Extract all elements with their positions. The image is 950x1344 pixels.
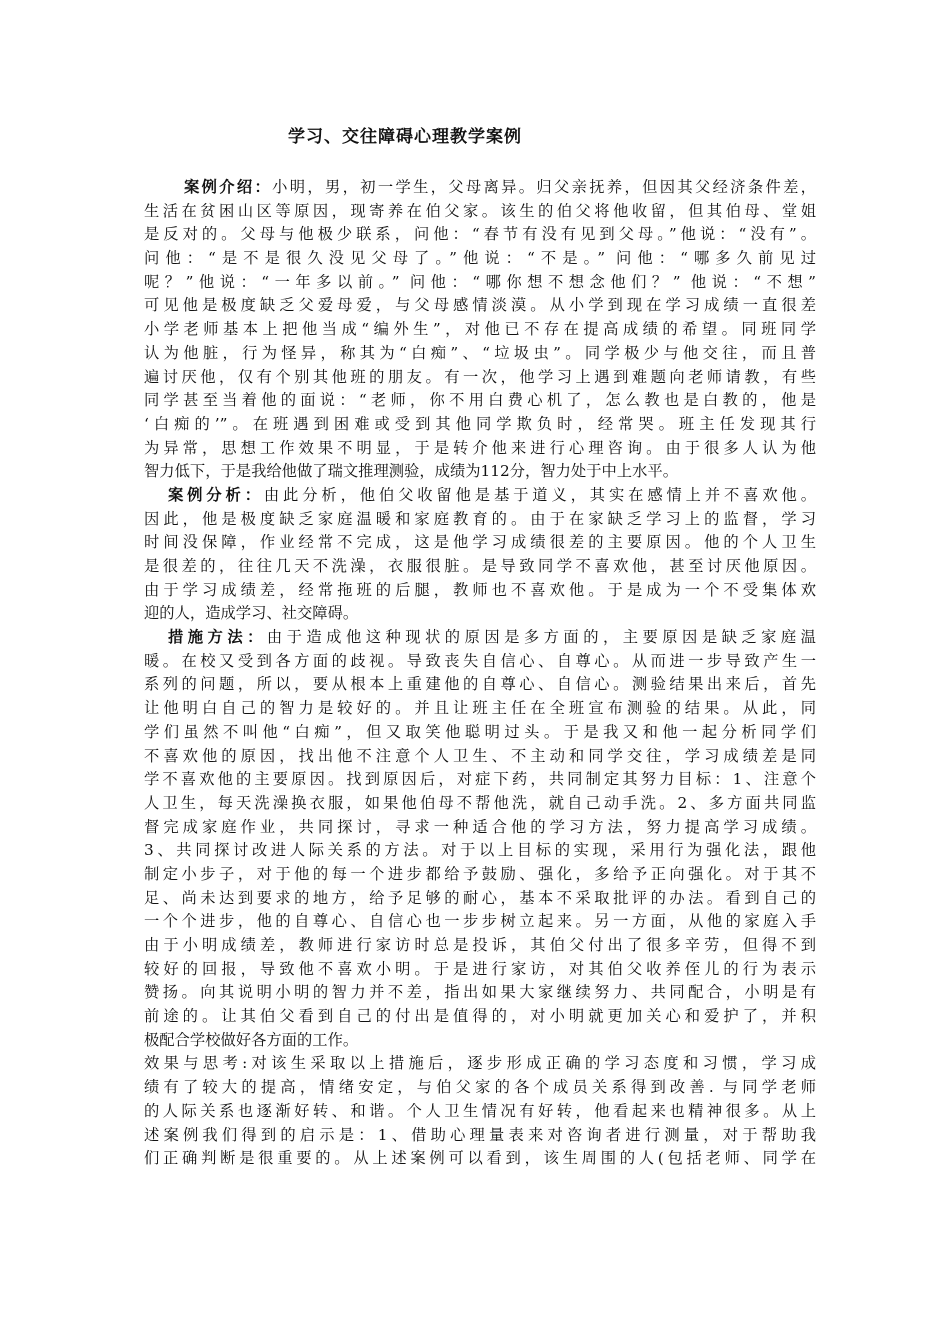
intro-section [144, 176, 816, 484]
intro-line: 生活在贫困山区等原因，现寄养在伯父家。该生的伯父将他收留，但其伯母、堂姐 [144, 201, 816, 220]
measures-line: 督完成家庭作业，共同探讨，寻求一种适合他的学习方法，努力提高学习成绩。 [144, 817, 816, 836]
intro-line: 呢？”他说：“一年多以前。” 问他：“哪你想不想念他们？” 他说：“不想” [144, 272, 816, 291]
measures-line: 一个个进步，他的自尊心、自信心也一步步树立起来。另一方面，从他的家庭入手 [144, 912, 816, 931]
analysis-heading: 案例分析： [168, 485, 264, 504]
measures-line: 系列的问题，所以，要从根本上重建他的自尊心、自信心。测验结果出来后，首先 [144, 675, 816, 694]
analysis-line: 时间没保障，作业经常不完成，这是他学习成绩很差的主要原因。他的个人卫生 [144, 533, 816, 552]
document-title: 学习、交往障碍心理教学案例 [288, 127, 522, 147]
intro-line: 是反对的。父母与他极少联系，问他：“春节有没有见到父母。”他说：“没有”。 [144, 225, 816, 244]
measures-line: 足、尚未达到要求的地方，给予足够的耐心，基本不采取批评的办法。看到自己的 [144, 888, 816, 907]
reflection-line: 效果与思考:对该生采取以上措施后，逐步形成正确的学习态度和习惯，学习成 [144, 1054, 816, 1073]
reflection-line: 们正确判断是很重要的。从上述案例可以看到，该生周围的人(包括老师、同学在 [144, 1149, 816, 1168]
analysis-section [144, 484, 816, 626]
intro-line-text: 小明，男，初一学生，父母离异。归父亲抚养，但因其父经济条件差， [272, 178, 816, 196]
document-body [144, 176, 816, 1171]
analysis-line: 由于学习成绩差，经常拖班的后腿，教师也不喜欢他。于是成为一个不受集体欢 [144, 580, 816, 599]
intro-line: 同学甚至当着他的面说：“老师，你不用白费心机了，怎么教也是白教的，他是 [144, 391, 816, 410]
analysis-line-text: 由此分析，他伯父收留他是基于道义，其实在感情上并不喜欢他。 [263, 485, 816, 504]
intro-line [144, 176, 816, 200]
analysis-line: 因此，他是极度缺乏家庭温暖和家庭教育的。由于在家缺乏学习上的监督，学习 [144, 509, 816, 528]
reflection-line: 的人际关系也逐渐好转、和谐。个人卫生情况有好转，他看起来也精神很多。从上 [144, 1101, 816, 1120]
measures-line: 前途的。让其伯父看到自己的付出是值得的，对小明就更加关心和爱护了，并积 [144, 1007, 816, 1026]
intro-heading: 案例介绍： [184, 178, 273, 196]
measures-line: 赞扬。向其说明小明的智力并不差，指出如果大家继续努力、共同配合，小明是有 [144, 983, 816, 1002]
intro-line: 可见他是极度缺乏父爱母爱，与父母感情淡漠。从小学到现在学习成绩一直很差 [144, 296, 816, 315]
reflection-line: 绩有了较大的提高，情绪安定，与伯父家的各个成员关系得到改善. 与同学老师 [144, 1078, 816, 1097]
measures-line: 制定小步子，对于他的每一个进步都给予鼓励、强化，多给予正向强化。对于其不 [144, 864, 816, 883]
intro-line: 小学老师基本上把他当成“编外生”，对他已不存在提高成绩的希望。同班同学 [144, 320, 816, 339]
analysis-line [144, 484, 816, 508]
measures-line: 暖。在校又受到各方面的歧视。导致丧失自信心、自尊心。从而进一步导致产生一 [144, 651, 816, 670]
analysis-line: 迎的人，造成学习、社交障碍。 [144, 604, 359, 623]
measures-heading: 措施方法： [168, 628, 267, 647]
measures-line: 较好的回报，导致他不喜欢小明。于是进行家访，对其伯父收养侄儿的行为表示 [144, 959, 816, 978]
measures-line: 人卫生，每天洗澡换衣服，如果他伯母不帮他洗，就自己动手洗。2、多方面共同监 [144, 793, 816, 812]
measures-line: 3、共同探讨改进人际关系的方法。对于以上目标的实现，采用行为强化法，跟他 [144, 841, 816, 860]
analysis-line: 是很差的，往往几天不洗澡，衣服很脏。是导致同学不喜欢他，甚至讨厌他原因。 [144, 557, 816, 575]
reflection-section [144, 1052, 816, 1170]
measures-line: 由于小明成绩差，教师进行家访时总是投诉，其伯父付出了很多辛劳，但得不到 [144, 936, 816, 954]
intro-line: 为异常，思想工作效果不明显，于是转介他来进行心理咨询。由于很多人认为他 [144, 438, 816, 457]
measures-line [144, 626, 816, 650]
measures-line: 学们虽然不叫他“白痴”，但又取笑他聪明过头。于是我又和他一起分析同学们 [144, 722, 816, 741]
intro-line: 遍讨厌他，仅有个别其他班的朋友。有一次，他学习上遇到难题向老师请教，有些 [144, 367, 816, 386]
measures-line: 极配合学校做好各方面的工作。 [144, 1030, 359, 1049]
intro-line: 智力低下，于是我给他做了瑞文推理测验，成绩为112分，智力处于中上水平。 [144, 462, 678, 481]
measures-line: 学不喜欢他的主要原因。找到原因后，对症下药，共同制定其努力目标：1、注意个 [144, 770, 816, 789]
reflection-line: 述案例我们得到的启示是：1、借助心理量表来对咨询者进行测量，对于帮助我 [144, 1125, 816, 1144]
measures-line: 让他明白自己的智力是较好的。并且让班主任在全班宣布测验的结果。从此，同 [144, 699, 816, 718]
intro-line: ‘白痴的’”。在班遇到困难或受到其他同学欺负时，经常哭。班主任发现其行 [144, 414, 816, 433]
measures-line: 不喜欢他的原因，找出他不注意个人卫生、不主动和同学交往，学习成绩差是同 [144, 746, 816, 765]
intro-line: 认为他脏，行为怪异，称其为“白痴”、“垃圾虫”。同学极少与他交往，而且普 [144, 343, 816, 362]
measures-section [144, 626, 816, 1052]
measures-line-text: 由于造成他这种现状的原因是多方面的，主要原因是缺乏家庭温 [266, 628, 816, 647]
intro-line: 问他：“是不是很久没见父母了。”他说：“不是。” 问他：“哪多久前见过 [144, 249, 816, 268]
